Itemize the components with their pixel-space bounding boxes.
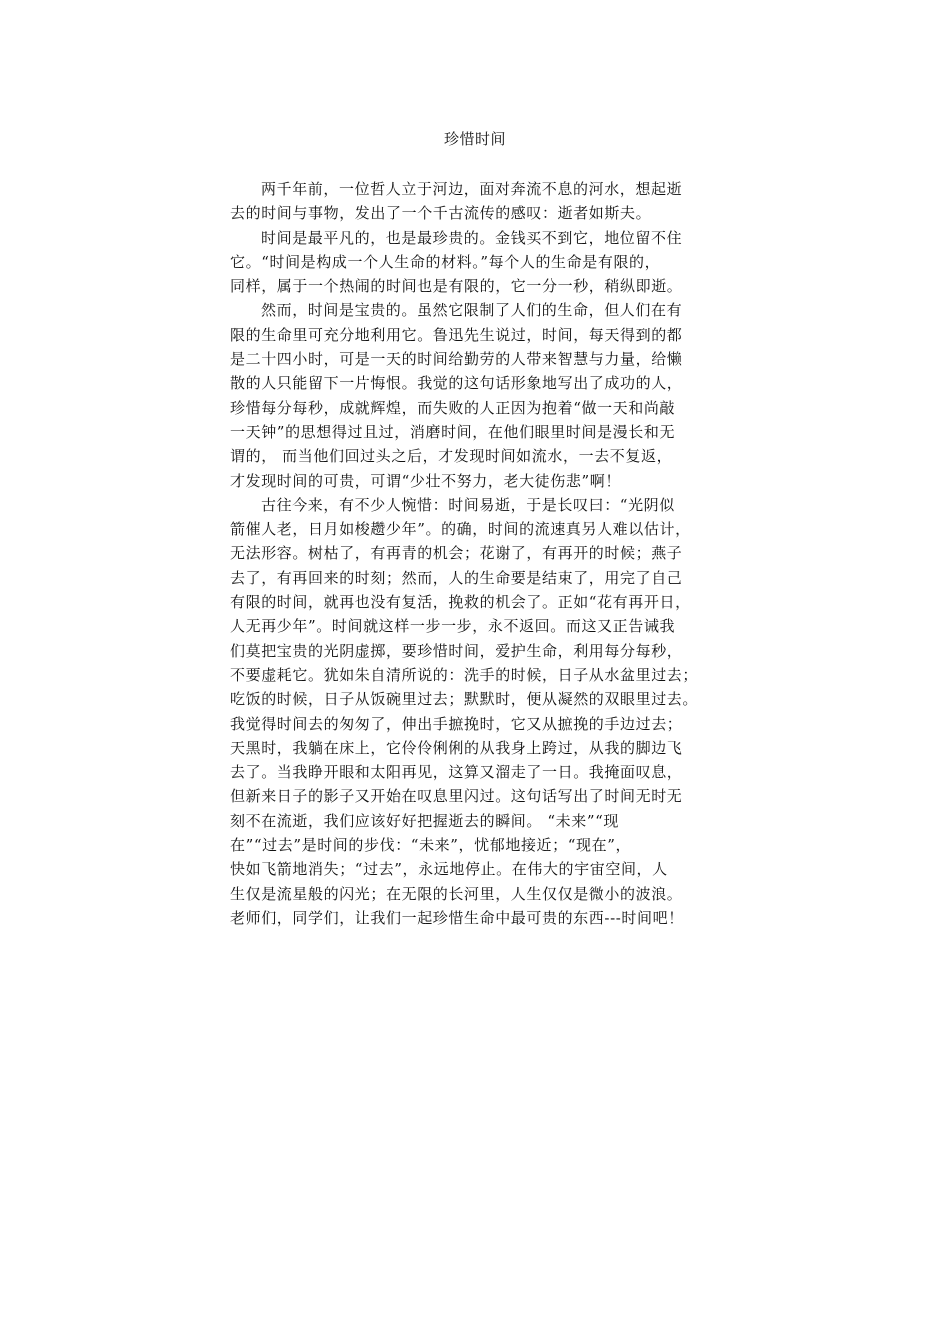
paragraph-line: 有限的时间，就再也没有复活，挽救的机会了。正如“花有再开日， bbox=[230, 593, 691, 612]
paragraph-line: 箭催人老，日月如梭趱少年”。的确，时间的流速真另人难以估计， bbox=[230, 520, 691, 539]
paragraph-line: 时间是最平凡的，也是最珍贵的。金钱买不到它，地位留不住 bbox=[261, 228, 683, 247]
paragraph-line: 同样，属于一个热闹的时间也是有限的，它一分一秒，稍纵即逝。 bbox=[230, 277, 683, 296]
paragraph-line: 但新来日子的影子又开始在叹息里闪过。这句话写出了时间无时无 bbox=[230, 787, 683, 806]
paragraph-line: 生仅是流星般的闪光；在无限的长河里，人生仅仅是微小的波浪。 bbox=[230, 884, 683, 903]
paragraph-line: 散的人只能留下一片悔恨。我觉的这句话形象地写出了成功的人， bbox=[230, 374, 683, 393]
paragraph-line: 一天钟”的思想得过且过，消磨时间，在他们眼里时间是漫长和无 bbox=[230, 422, 676, 441]
paragraph-line: 两千年前，一位哲人立于河边，面对奔流不息的河水，想起逝 bbox=[261, 180, 683, 198]
paragraph-line: 才发现时间的可贵，可谓“少壮不努力，老大徒伤悲”啊！ bbox=[230, 471, 621, 490]
paragraph-line: 无法形容。树枯了，有再青的机会；花谢了，有再开的时候；燕子 bbox=[230, 544, 683, 563]
paragraph-line: 是二十四小时，可是一天的时间给勤劳的人带来智慧与力量，给懒 bbox=[230, 350, 683, 369]
paragraph-line: 谓的， 而当他们回过头之后，才发现时间如流水，一去不复返， bbox=[230, 447, 673, 466]
paragraph-line: 古往今来，有不少人惋惜：时间易逝，于是长叹曰：“光阴似 bbox=[261, 495, 675, 514]
document-body bbox=[230, 177, 728, 930]
paragraph-line: 然而，时间是宝贵的。虽然它限制了人们的生命，但人们在有 bbox=[261, 301, 683, 320]
paragraph-line: 在”“过去”是时间的步伐：“未来”，忧郁地接近；“现在”， bbox=[230, 836, 632, 855]
paragraph-line: 吃饭的时候，日子从饭碗里过去；默默时，便从凝然的双眼里过去。 bbox=[230, 690, 699, 709]
document-title: 珍惜时间 bbox=[443, 130, 506, 148]
paragraph-line: 人无再少年”。时间就这样一步一步，永不返回。而这又正告诫我 bbox=[230, 617, 676, 636]
paragraph-line: 刻不在流逝，我们应该好好把握逝去的瞬间。 “未来”“现 bbox=[230, 811, 619, 830]
paragraph-line: 去了，有再回来的时刻；然而，人的生命要是结束了，用完了自己 bbox=[230, 568, 683, 587]
paragraph-line: 天黑时，我躺在床上，它伶伶俐俐的从我身上跨过，从我的脚边飞 bbox=[230, 738, 683, 757]
paragraph-line: 它。“时间是构成一个人生命的材料。”每个人的生命是有限的， bbox=[230, 252, 661, 271]
paragraph-line: 去的时间与事物，发出了一个千古流传的感叹：逝者如斯夫。 bbox=[230, 204, 652, 223]
paragraph-line: 老师们，同学们，让我们一起珍惜生命中最可贵的东西---时间吧！ bbox=[230, 908, 684, 927]
paragraph-line: 们莫把宝贵的光阴虚掷，要珍惜时间，爱护生命，利用每分每秒， bbox=[230, 641, 683, 660]
paragraph-line: 限的生命里可充分地利用它。鲁迅先生说过，时间，每天得到的都 bbox=[230, 325, 683, 344]
paragraph-line: 不要虚耗它。犹如朱自清所说的：洗手的时候，日子从水盆里过去； bbox=[230, 665, 699, 684]
paragraph-line: 快如飞箭地消失；“过去”，永远地停止。在伟大的宇宙空间，人 bbox=[230, 860, 668, 879]
paragraph-line: 珍惜每分每秒，成就辉煌，而失败的人正因为抱着“做一天和尚敲 bbox=[230, 398, 676, 417]
paragraph-line: 我觉得时间去的匆匆了，伸出手摭挽时，它又从摭挽的手边过去； bbox=[230, 714, 683, 733]
paragraph-line: 去了。当我睁开眼和太阳再见，这算又溜走了一日。我掩面叹息， bbox=[230, 763, 683, 782]
